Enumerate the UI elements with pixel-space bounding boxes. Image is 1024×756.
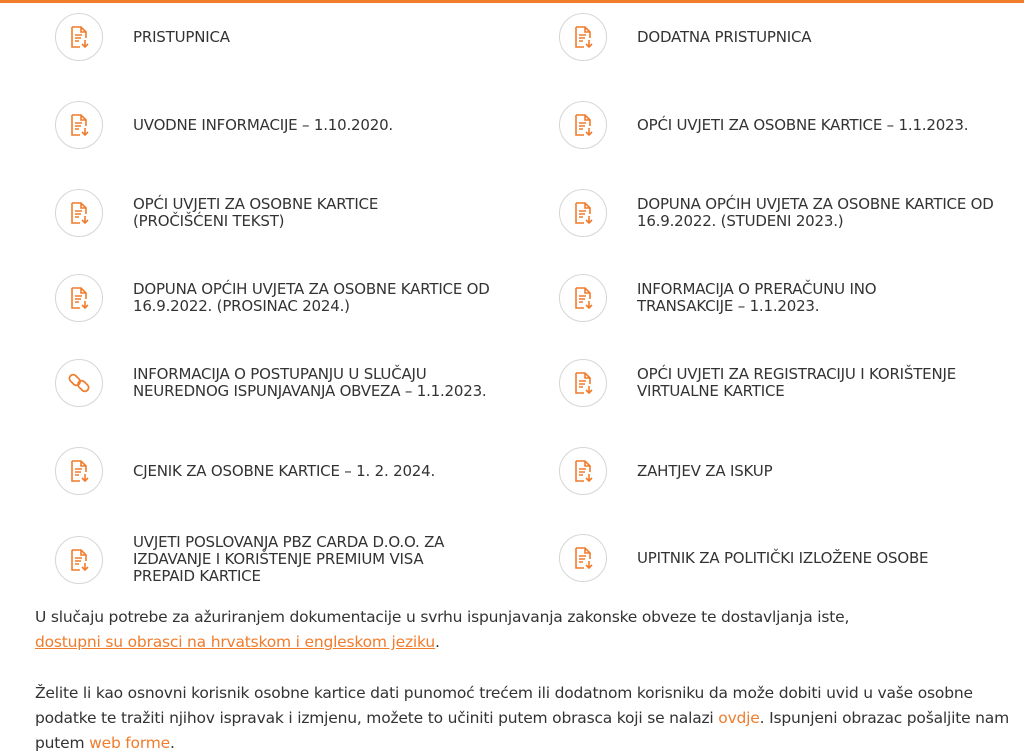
top-accent-bar [0, 0, 1024, 3]
document-download-icon [55, 536, 103, 584]
document-label: CJENIK ZA OSOBNE KARTICE – 1. 2. 2024. [133, 461, 436, 480]
document-link-informacija-postupanje[interactable] [55, 359, 493, 407]
document-link-uvodne-informacije[interactable] [55, 101, 513, 149]
document-download-icon [559, 447, 607, 495]
document-link-opci-uvjeti-2023[interactable] [559, 101, 1022, 149]
document-link-zahtjev-iskup[interactable] [559, 447, 1022, 495]
documentation-update-paragraph [35, 605, 1020, 655]
document-download-icon [55, 189, 103, 237]
document-label: ZAHTJEV ZA ISKUP [637, 461, 773, 480]
document-download-icon [55, 274, 103, 322]
document-link-dopuna-prosinac-2024[interactable] [55, 274, 518, 322]
document-label: UVJETI POSLOVANJA PBZ CARDA D.O.O. ZA IZDAVANJE I KORIŠTENJE PREMIUM VISA PREPAID KARTICE [133, 533, 445, 585]
paragraph1-end: . [434, 633, 440, 651]
paragraph2-text2: . Ispunjeni obrazac pošaljite nam putem [35, 709, 1009, 752]
document-download-icon [559, 189, 607, 237]
document-label: DOPUNA OPĆIH UVJETA ZA OSOBNE KARTICE OD 16.9.2022. (PROSINAC 2024.) [133, 280, 490, 315]
document-link-upitnik-pio[interactable] [559, 534, 1022, 582]
document-download-icon [559, 534, 607, 582]
document-link-uvjeti-premium-visa[interactable] [55, 534, 488, 585]
document-label: PRISTUPNICA [133, 27, 230, 46]
document-download-icon [55, 101, 103, 149]
document-label: OPĆI UVJETI ZA OSOBNE KARTICE – 1.1.2023. [637, 115, 969, 134]
web-form-link[interactable]: web forme [89, 734, 170, 752]
document-link-cjenik[interactable] [55, 447, 513, 495]
document-label: DODATNA PRISTUPNICA [637, 27, 812, 46]
document-label: UPITNIK ZA POLITIČKI IZLOŽENE OSOBE [637, 548, 929, 567]
forms-link[interactable]: dostupni su obrasci na hrvatskom i engleskom jeziku [35, 633, 435, 651]
document-link-pristupnica[interactable] [55, 13, 513, 61]
paragraph1-text: U slučaju potrebe za ažuriranjem dokumentacije u svrhu ispunjavanja zakonske obveze te dostavljanja iste, [35, 608, 850, 626]
document-link-dopuna-studeni-2023[interactable] [559, 189, 1022, 237]
paragraph2-text1: Želite li kao osnovni korisnik osobne kartice dati punomoć trećem ili dodatnom korisniku da može dobiti uvid u vaše osobne podatke te tražiti njihov ispravak i izmjenu, možete to učiniti putem obrasca koji se nalazi [35, 684, 973, 727]
document-link-opci-uvjeti-prociscen[interactable] [55, 189, 463, 237]
document-label: INFORMACIJA O PRERAČUNU INO TRANSAKCIJE – 1.1.2023. [637, 280, 877, 315]
document-download-icon [559, 359, 607, 407]
document-link-dodatna-pristupnica[interactable] [559, 13, 1022, 61]
document-download-icon [55, 13, 103, 61]
document-label: UVODNE INFORMACIJE – 1.10.2020. [133, 115, 393, 134]
document-link-virtualne-kartice[interactable] [559, 359, 1022, 407]
document-download-icon [559, 13, 607, 61]
document-label: OPĆI UVJETI ZA REGISTRACIJU I KORIŠTENJE VIRTUALNE KARTICE [637, 365, 956, 400]
document-label: DOPUNA OPĆIH UVJETA ZA OSOBNE KARTICE OD 16.9.2022. (STUDENI 2023.) [637, 195, 994, 230]
document-download-icon [559, 101, 607, 149]
link-icon [55, 359, 103, 407]
document-link-preracun-ino[interactable] [559, 274, 937, 322]
document-download-icon [55, 447, 103, 495]
document-download-icon [559, 274, 607, 322]
power-of-attorney-paragraph [35, 681, 1020, 756]
paragraph2-end: . [169, 734, 175, 752]
document-label: INFORMACIJA O POSTUPANJU U SLUČAJU NEUREDNOG ISPUNJAVANJA OBVEZA – 1.1.2023. [133, 365, 487, 400]
form-here-link[interactable]: ovdje [718, 709, 760, 727]
document-label: OPĆI UVJETI ZA OSOBNE KARTICE (PROČIŠĆENI TEKST) [133, 195, 379, 230]
